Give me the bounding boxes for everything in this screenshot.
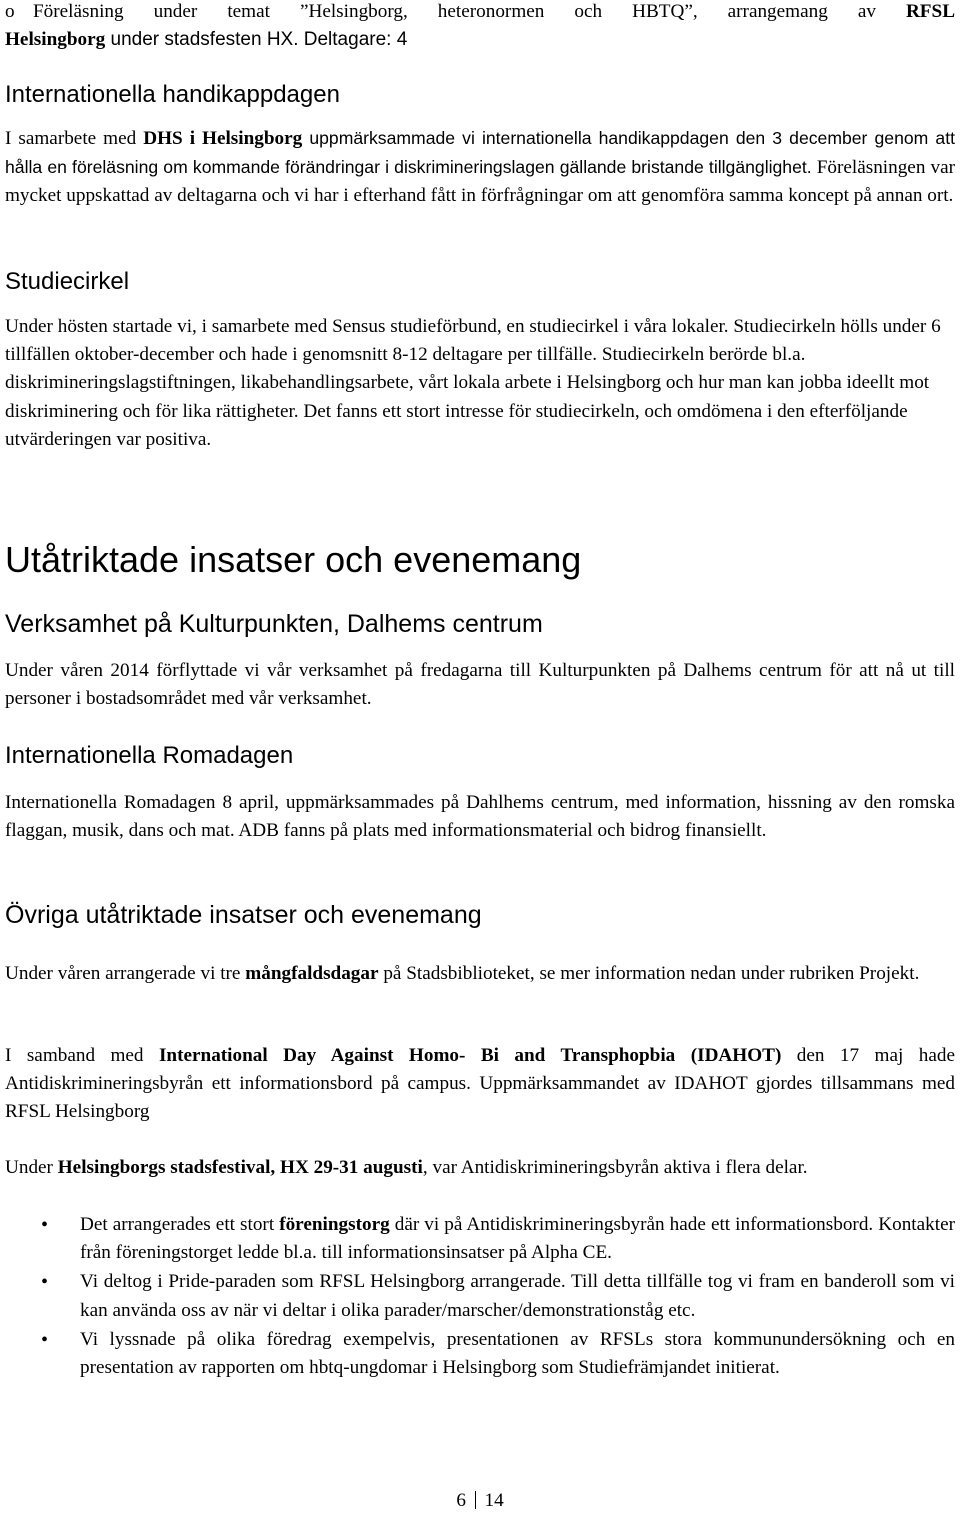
list-item: • Det arrangerades ett stort föreningstorg där vi på Antidiskrimineringsbyrån hade ett informationsbord. Kontakter från föreningstorget ledde bl.a. till informationsinsatser på Alpha CE. [5,1211,955,1267]
kulturpunkten-heading: Verksamhet på Kulturpunkten, Dalhems centrum [5,610,543,638]
kulturpunkten-paragraph: Under våren 2014 förflyttade vi vår verksamhet på fredagarna till Kulturpunkten på Dalhems centrum för att nå ut till personer i bostadsområdet med vår verksamhet. [5,660,955,710]
list-item: • Vi deltog i Pride-paraden som RFSL Helsingborg arrangerade. Till detta tillfälle tog vi fram en banderoll som vi kan använda oss av när vi deltar i olika parader/marscher/demonstrationståg etc. [5,1268,955,1324]
main-heading: Utåtriktade insatser och evenemang [5,539,582,580]
ovriga-paragraph-3: Under Helsingborgs stadsfestival, HX 29-31 augusti, var Antidiskrimineringsbyrån aktiva i flera delar. [5,1157,808,1178]
ovriga-paragraph-1: Under våren arrangerade vi tre mångfaldsdagar på Stadsbiblioteket, se mer information nedan under rubriken Projekt. [5,963,920,984]
list-item: • Vi lyssnade på olika föredrag exempelvis, presentationen av RFSLs stora kommunundersökning och en presentation av rapporten om hbtq-ungdomar i Helsingborg som Studiefrämjandet initierat. [5,1326,955,1382]
ovriga-bullet-list [5,1211,955,1382]
intro-list-item: o Föreläsning under temat ”Helsingborg, heteronormen och HBTQ”, arrangemang av RFSL Helsingborg under stadsfesten HX. Deltagare: 4 [5,0,955,54]
romadagen-paragraph: Internationella Romadagen 8 april, uppmärksammades på Dahlhems centrum, med information, hissning av den romska flaggan, musik, dans och mat. ADB fanns på plats med informationsmaterial och bidrog finansiellt. [5,792,955,842]
intro-text: Föreläsning under temat ”Helsingborg, heteronormen och HBTQ”, arrangemang av RFSL [33,1,955,22]
bullet-icon [5,1268,80,1324]
handikapp-paragraph: I samarbete med DHS i Helsingborg uppmärksammade vi internationella handikappdagen den 3 december genom att hålla en föreläsning om kommande förändringar i diskrimineringslagen gällande bristande tillgänglighet. Föreläsningen var mycket uppskattad av deltagarna och vi har i efterhand fått in förfrågningar om att genomföra samma koncept på annan ort. [5,128,955,207]
bullet-icon [5,1326,80,1382]
page-separator [475,1491,476,1509]
page-total: 14 [484,1490,504,1511]
studiecirkel-paragraph: Under hösten startade vi, i samarbete med Sensus studieförbund, en studiecirkel i våra lokaler. Studiecirkeln hölls under 6 tillfällen oktober-december och hade i genomsnitt 8-12 deltagare per tillfälle. Studiecirkeln berörde bl.a. diskrimineringslagstiftningen, likabehandlingsarbete, vårt lokala arbete i Helsingborg och hur man kan jobba ideellt mot diskriminering och för lika rättigheter. Det fanns ett stort intresse för studiecirkeln, och omdömena i den efterföljande utvärderingen var positiva. [5,316,941,450]
page-footer [0,1489,960,1513]
ovriga-heading: Övriga utåtriktade insatser och evenemang [5,901,482,929]
bullet-icon [5,1211,80,1267]
list-marker: o [5,1,15,22]
page-number: 6 [456,1490,466,1511]
studiecirkel-heading: Studiecirkel [5,268,130,295]
ovriga-paragraph-2: I samband med International Day Against Homo- Bi and Transphopbia (IDAHOT) den 17 maj hade Antidiskrimineringsbyrån ett informationsbord på campus. Uppmärksammandet av IDAHOT gjordes tillsammans med RFSL Helsingborg [5,1045,955,1123]
romadagen-heading: Internationella Romadagen [5,742,294,769]
handikapp-heading: Internationella handikappdagen [5,81,340,108]
